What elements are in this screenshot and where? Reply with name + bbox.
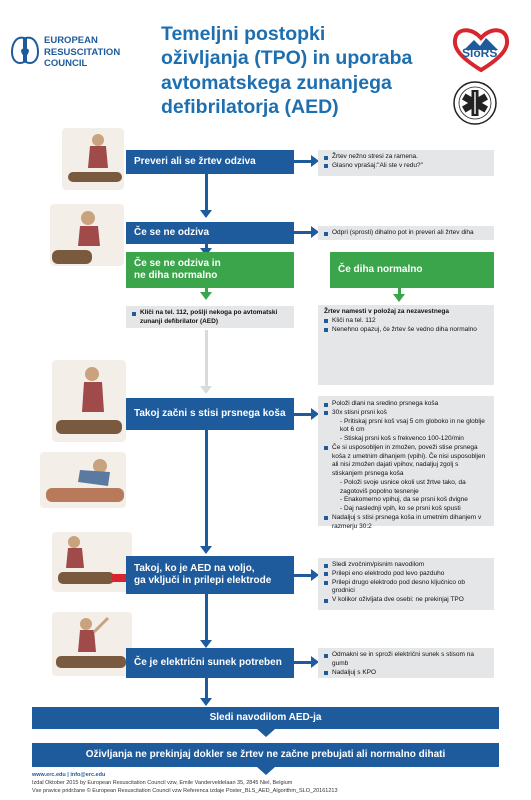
arrow-cpr-to-aed <box>205 430 208 548</box>
photo-check-response <box>62 128 124 190</box>
cpr-notes <box>318 396 494 530</box>
slors-text: SloRS <box>462 46 498 60</box>
airway-notes <box>318 226 494 240</box>
step-breathing-normally <box>330 252 494 288</box>
rescuer-kneeling-icon <box>62 128 124 190</box>
org-name <box>44 35 120 70</box>
call-112-note <box>126 306 294 328</box>
breathing-normally-label: Če diha normalno <box>338 263 423 275</box>
arrow-unresponsive-to-breathing <box>205 244 208 250</box>
cpr-item: - Stiskaj prsni koš s frekvenco 100-120/min <box>340 435 464 443</box>
airway-check-icon <box>50 204 124 266</box>
band-follow-aed-text: Sledi navodilom AED-ja <box>209 712 322 723</box>
footer-rights: Vse pravice pridržane © European Resuscitation Council vzw Referenca izdaje Poster_BLS_AED_Algorithm_SLO_20161213 <box>32 787 338 794</box>
arrow-to-airway-notes <box>294 231 312 234</box>
org-line-1: EUROPEAN <box>44 35 98 46</box>
org-line-3: COUNCIL <box>44 58 88 70</box>
cpr-item: Če si usposobljen in zmožen, poveži stise prsnega koša z umetnim dihanjem (vpihi). Če nisi usposobljen ali nisi zmožen dajati vpihov, nadaljuj zgolj s stiskanjem prsnega koša <box>324 444 488 479</box>
shock-item-2: Nadaljuj s KPO <box>324 669 488 678</box>
recovery-item-2: Nenehno opazuj, če žrtev še vedno diha normalno <box>324 326 488 335</box>
cpr-item: Nadaljuj s stisi prsnega koša in umetnim dihanjem v razmerju 30:2 <box>324 514 488 532</box>
arrow-to-cpr-notes <box>294 413 312 416</box>
title-line-4: defibrilatorja (AED) <box>161 96 339 119</box>
step-check-response-label: Preveri ali se žrtev odziva <box>134 155 256 167</box>
org-line-2: RESUSCITATION <box>44 46 121 58</box>
arrow-call-to-cpr <box>205 330 208 388</box>
arrow-to-check-notes <box>294 160 312 163</box>
step-not-breathing <box>126 252 294 288</box>
cpr-list <box>324 400 488 531</box>
check-note-1: Žrtev nežno stresi za ramena. <box>324 153 488 162</box>
cpr-item: 30x stisni prsni koš <box>324 409 488 418</box>
shock-needed-label: Če je električni sunek potreben <box>134 656 282 668</box>
step-start-compressions <box>126 398 294 430</box>
recovery-item-1: Kliči na tel. 112 <box>324 317 488 326</box>
not-breathing-line-1: Če se ne odziva in <box>134 257 221 269</box>
step-shock-needed <box>126 648 294 678</box>
cpr-item: - Pritiskaj prsni koš vsaj 5 cm globoko in ne globlje kot 6 cm <box>340 417 485 434</box>
photo-compressions <box>52 360 126 442</box>
band-continue-cpr <box>32 743 499 767</box>
arrow-not-breathing-down <box>205 288 208 294</box>
shock-item-1: Odmakni se in sproži električni sunek s stisom na gumb <box>324 651 488 669</box>
aed-item-1: Sledi zvočnim/pisnim navodilom <box>324 561 488 570</box>
start-compressions-label: Takoj začni s stisi prsnega koša <box>134 407 286 419</box>
attach-aed-line-2: ga vključi in prilepi elektrode <box>134 575 272 586</box>
arrow-to-aed-notes <box>294 574 312 577</box>
aed-item-3: Prilepi drugo elektrodo pod desno ključnico ob grodnici <box>324 579 488 597</box>
footer <box>32 772 502 796</box>
not-breathing-line-2: ne diha normalno <box>134 270 218 281</box>
aed-notes <box>318 558 494 610</box>
photo-aed-pads <box>52 532 132 592</box>
check-note-2: Glasno vprašaj:"Ali ste v redu?" <box>324 162 488 171</box>
stand-clear-icon <box>52 612 132 676</box>
star-of-life-icon <box>452 80 498 126</box>
star-of-life-logo <box>452 80 498 126</box>
aed-item-4: V kolikor oživljata dve osebi: ne prekinjaj TPO <box>324 596 488 605</box>
cpr-item: Položi dlani na sredino prsnega koša <box>324 400 488 409</box>
cpr-item: - Položi svoje usnice okoli ust žrtve tako, da zagotoviš popolno tesnenje <box>340 478 466 495</box>
title-line-2: oživljanja (TPO) in uporaba <box>161 47 413 70</box>
cpr-item: - Daj naslednji vpih, ko se prsni koš spusti <box>340 505 461 513</box>
chest-compression-icon <box>52 360 126 442</box>
rescue-breath-icon <box>40 452 126 508</box>
band-follow-aed <box>32 707 499 729</box>
slors-logo <box>450 26 512 72</box>
photo-airway <box>50 204 124 266</box>
title-line-3: avtomatskega zunanjega <box>161 71 392 94</box>
erc-logo <box>10 34 40 68</box>
lungs-heart-icon <box>10 34 40 68</box>
photo-shock <box>52 612 132 676</box>
step-unresponsive <box>126 222 294 244</box>
footer-publisher: Izdal Oktober 2015 by European Resuscitation Council vzw, Emile Vanderveldelaan 35, 2845 Niel, Belgium <box>32 779 293 786</box>
step-attach-aed <box>126 556 294 594</box>
recovery-notes <box>318 305 494 385</box>
aed-item-2: Prilepi eno elektrodo pod levo pazduho <box>324 570 488 579</box>
arrow-check-to-unresponsive <box>205 174 208 212</box>
footer-contact: www.erc.edu | info@erc.edu <box>32 772 106 778</box>
arrow-aed-to-shock <box>205 594 208 642</box>
step-check-response <box>126 150 294 174</box>
recovery-title: Žrtev namesti v položaj za nezavestnega <box>324 308 449 315</box>
aed-device-icon <box>52 532 132 592</box>
shock-notes <box>318 648 494 678</box>
arrow-breathing-down <box>398 288 401 296</box>
airway-note-1: Odpri (sprosti) dihalno pot in preveri ali žrtev diha <box>324 229 488 238</box>
arrow-to-shock-notes <box>294 661 312 664</box>
check-notes <box>318 150 494 176</box>
title-line-1: Temeljni postopki <box>161 23 326 45</box>
cpr-item: - Enakomerno vpihuj, da se prsni koš dvigne <box>340 496 468 504</box>
attach-aed-line-1: Takoj, ko je AED na voljo, <box>134 562 255 574</box>
photo-rescue-breaths <box>40 452 126 508</box>
arrow-shock-to-band <box>205 678 208 700</box>
band-continue-cpr-text: Oživljanja ne prekinjaj dokler se žrtev ne začne prebujati ali normalno dihati <box>85 749 446 760</box>
page-title <box>161 22 451 120</box>
step-unresponsive-label: Če se ne odziva <box>134 226 210 238</box>
call-112-text: Kliči na tel. 112, pošlji nekoga po avtomatski zunanji defibrilator (AED) <box>132 309 288 327</box>
